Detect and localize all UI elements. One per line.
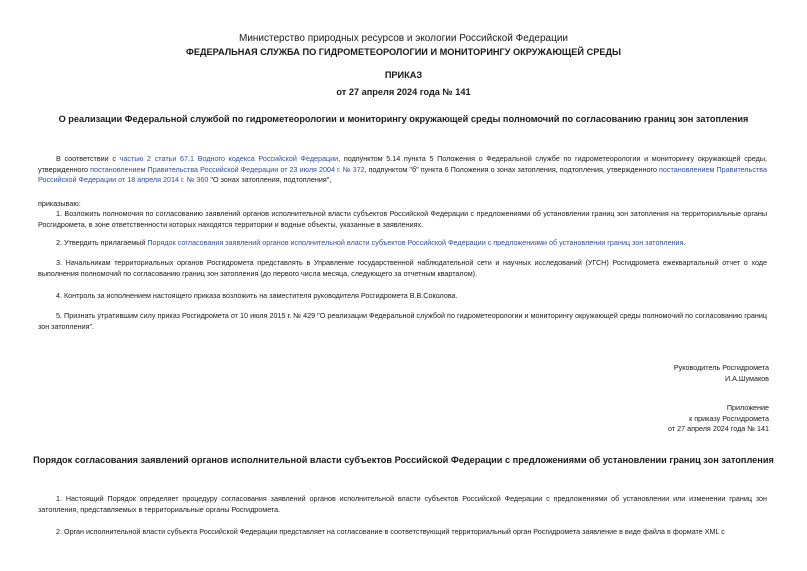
ministry-name: Министерство природных ресурсов и экологии Российской Федерации (238, 33, 568, 44)
preamble-paragraph (38, 154, 767, 186)
document-title: О реализации Федеральной службой по гидрометеорологии и мониторингу окружающей среды полномочий по согласованию границ зон затопления (58, 114, 749, 124)
item-2-end: . (683, 238, 686, 247)
item-2 (38, 238, 767, 249)
procedure-item-2: 2. Орган исполнительной власти субъекта Российской Федерации представляет на согласование в соответствующий территориальный орган Росгидромета заявление в виде файла в формате XML с (56, 527, 725, 536)
preamble-text-3: , подпунктом "б" пункта 6 Положения о зонах затопления, подтопления, утвержденного (364, 164, 659, 174)
item-4: 4. Контроль за исполнением настоящего приказа возложить на заместителя руководителя Росгидромета В.В.Соколова. (56, 291, 458, 300)
item-3: 3. Начальникам территориальных органов Росгидромета представлять в Управление государственной наблюдательной сети и научных исследований (УГСН) Росгидромета ежеквартальный отчет о ходе выполнения полномочий по согласованию границ зон затопления (до первого числа месяца, следующего за отчетным кварталом). (38, 258, 767, 278)
appendix-block (668, 403, 769, 435)
service-name: ФЕДЕРАЛЬНАЯ СЛУЖБА ПО ГИДРОМЕТЕОРОЛОГИИ И МОНИТОРИНГУ ОКРУЖАЮЩЕЙ СРЕДЫ (186, 47, 621, 57)
signature-block (674, 363, 769, 384)
resolution-372-link[interactable]: постановлением Правительства Российской Федерации от 23 июля 2004 г. № 372 (90, 164, 365, 174)
preamble-text-2: , подпунктом 5.14 пункта 5 Положения о Федеральной службе по гидрометеорологии и мониторингу окружающей среды, утвержденного (38, 154, 768, 174)
resolution-360-link[interactable]: постановлением Правительства Российской Федерации от 18 апреля 2014 г. № 360 (38, 164, 767, 184)
signature-position: Руководитель Росгидромета (673, 363, 769, 372)
item-1: 1. Возложить полномочия по согласованию заявлений органов исполнительной власти субъектов Российской Федерации с предложениями об установлении границ зон затопления на территориальные органы Росгидромета, в зоне ответственности которых находятся территории и водные объекты, указанные в заявлениях. (38, 209, 767, 229)
item-5: 5. Признать утратившим силу приказ Росгидромета от 10 июля 2015 г. № 429 "О реализации Федеральной службой по гидрометеорологии и мониторингу окружающей среды полномочий по согласованию границ зон затопления". (38, 311, 767, 331)
appendix-label: Приложение (726, 403, 769, 412)
procedure-title: Порядок согласования заявлений органов исполнительной власти субъектов Российской Федерации с предложениями об установлении границ зон затопления (33, 455, 774, 465)
procedure-item-1: 1. Настоящий Порядок определяет процедуру согласования заявлений органов исполнительной власти субъектов Российской Федерации с предложениями об установлении или изменении границ зон затопления, представляемых в территориальные органы Росгидромета. (38, 494, 767, 514)
document-date: от 27 апреля 2024 года № 141 (336, 87, 471, 97)
item-2-text: 2. Утвердить прилагаемый (56, 238, 148, 247)
preamble-text-1: В соответствии с (56, 154, 120, 163)
signature-name: И.А.Шумаков (724, 373, 769, 383)
procedure-link[interactable]: Порядок согласования заявлений органов исполнительной власти субъектов Российской Федерации с предложениями об установлении границ зон затопления (147, 238, 684, 247)
appendix-to-order: к приказу Росгидромета (689, 413, 769, 423)
appendix-date: от 27 апреля 2024 года № 141 (667, 424, 769, 433)
document-type: ПРИКАЗ (384, 70, 423, 80)
preamble-text-4: "О зонах затопления, подтопления", (208, 175, 332, 184)
order-word: приказываю: (38, 199, 81, 208)
water-code-link[interactable]: частью 2 статьи 67.1 Водного кодекса Российской Федерации (119, 154, 339, 163)
